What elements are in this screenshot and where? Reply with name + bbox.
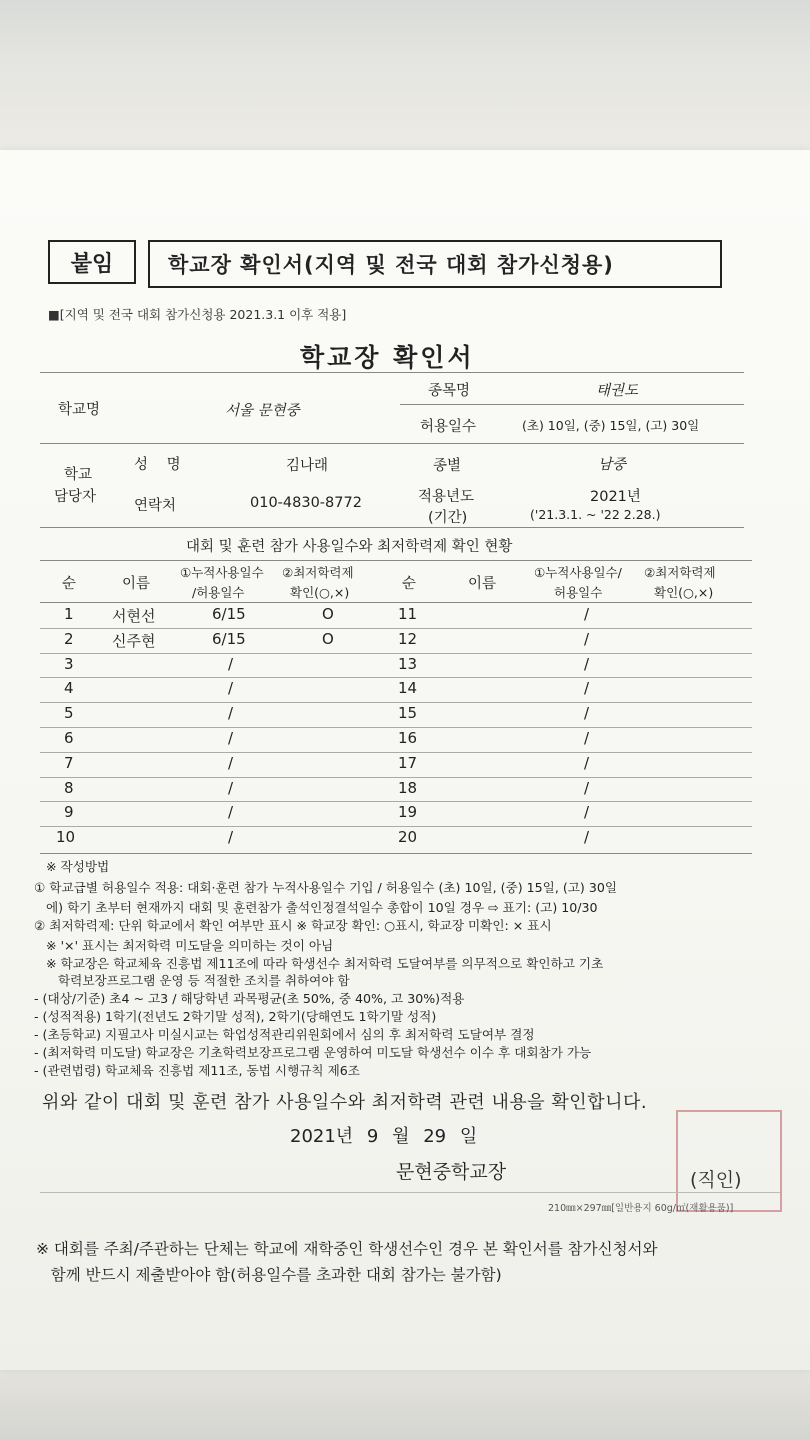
footer-divider bbox=[40, 1192, 780, 1193]
col-min-right-1: ②최저학력제 bbox=[644, 565, 716, 580]
category-label: 종별 bbox=[433, 458, 462, 474]
method-line: ※ 학교장은 학교체육 진흥법 제11조에 따라 학생선수 최저학력 도달여부를 의무적으로 확인하고 기초 bbox=[34, 956, 604, 971]
row-days-left: 6/15 bbox=[212, 629, 246, 648]
status-table-bottom bbox=[40, 853, 752, 854]
row-no-right: 14 bbox=[398, 679, 418, 698]
seal-label: (직인) bbox=[690, 1169, 742, 1191]
row-divider bbox=[40, 727, 752, 728]
row-days-right: / bbox=[584, 778, 590, 797]
bottom-note-line-2: 함께 반드시 제출받아야 함(허용일수를 초과한 대회 참가는 불가함) bbox=[36, 1266, 502, 1284]
row-days-left: / bbox=[228, 729, 234, 747]
row-no-left: 3 bbox=[64, 654, 74, 673]
row-days-left: / bbox=[228, 803, 234, 822]
row-no-left: 1 bbox=[64, 605, 74, 623]
category-value: 남중 bbox=[598, 457, 627, 473]
manager-label-1: 학교 bbox=[64, 467, 93, 483]
info-line bbox=[40, 443, 744, 444]
method-heading: ※ 작성방법 bbox=[46, 859, 110, 874]
method-line: - (최저학력 미도달) 학교장은 기초학력보장프로그램 운영하여 미도달 학생선수 이수 후 대회참가 가능 bbox=[34, 1045, 592, 1060]
row-no-left: 10 bbox=[56, 828, 76, 847]
col-min-left-2: 확인(○,×) bbox=[290, 585, 350, 600]
row-days-left: 6/15 bbox=[212, 605, 246, 623]
col-days-left-1: ①누적사용일수 bbox=[180, 565, 264, 580]
col-days-left-2: /허용일수 bbox=[192, 585, 245, 600]
row-days-right: / bbox=[584, 803, 590, 822]
row-name-left: 서현선 bbox=[112, 607, 156, 625]
row-divider bbox=[40, 777, 752, 778]
allowed-days-value: (초) 10일, (중) 15일, (고) 30일 bbox=[522, 418, 700, 433]
info-bottom-border bbox=[40, 527, 744, 528]
method-line: ② 최저학력제: 단위 학교에서 확인 여부만 표시 ※ 학교장 확인: ○표시, 학교장 미확인: × 표시 bbox=[34, 918, 552, 933]
row-name-left: 신주현 bbox=[112, 631, 156, 650]
row-no-left: 5 bbox=[64, 704, 74, 723]
col-min-right-2: 확인(○,×) bbox=[654, 585, 714, 600]
status-header-bottom bbox=[40, 602, 752, 603]
row-days-right: / bbox=[584, 704, 590, 723]
attachment-label: 붙임 bbox=[48, 240, 136, 284]
status-table-top bbox=[40, 560, 752, 561]
name-label: 성 명 bbox=[134, 457, 181, 473]
row-no-right: 19 bbox=[398, 803, 418, 822]
row-days-left: / bbox=[228, 778, 234, 797]
sport-label: 종목명 bbox=[428, 383, 471, 399]
row-no-right: 12 bbox=[398, 629, 418, 648]
row-divider bbox=[40, 826, 752, 827]
school-head: 문현중학교장 bbox=[396, 1161, 507, 1183]
form-title: 학교장 확인서(지역 및 전국 대회 참가신청용) bbox=[148, 240, 722, 288]
method-line: - (대상/기준) 초4 ~ 고3 / 해당학년 과목평균(초 50%, 중 40%, 고 30%)적용 bbox=[34, 991, 465, 1006]
name-value: 김나래 bbox=[286, 458, 329, 474]
row-no-right: 16 bbox=[398, 729, 418, 747]
row-no-left: 8 bbox=[64, 778, 74, 797]
official-seal-stamp bbox=[676, 1110, 782, 1212]
row-no-right: 13 bbox=[398, 654, 418, 673]
method-line: - (초등학교) 지필고사 미실시교는 학업성적관리위원회에서 심의 후 최저학력 도달여부 결정 bbox=[34, 1027, 535, 1042]
row-no-left: 6 bbox=[64, 729, 74, 747]
row-check-left: O bbox=[322, 629, 334, 648]
date-text: 2021년 9 월 29 일 bbox=[290, 1126, 478, 1147]
row-days-left: / bbox=[228, 654, 234, 673]
col-min-left-1: ②최저학력제 bbox=[282, 565, 354, 580]
row-days-right: / bbox=[584, 828, 590, 847]
row-divider bbox=[40, 702, 752, 703]
method-line: - (성적적용) 1학기(전년도 2학기말 성적), 2학기(당해연도 1학기말 성적) bbox=[34, 1009, 437, 1024]
contact-label: 연락처 bbox=[134, 498, 177, 514]
row-days-right: / bbox=[584, 605, 590, 623]
info-top-border bbox=[40, 372, 744, 373]
method-line: 에) 학기 초부터 현재까지 대회 및 훈련참가 출석인정결석일수 총합이 10일 경우 ⇨ 표기: (고) 10/30 bbox=[34, 900, 598, 915]
paper-spec: 210㎜×297㎜[일반용지 60g/㎡(재활용품)] bbox=[548, 1203, 734, 1214]
col-name-right: 이름 bbox=[468, 576, 497, 592]
bottom-note-line-1: ※ 대회를 주최/주관하는 단체는 학교에 재학중인 학생선수인 경우 본 확인서를 참가신청서와 bbox=[36, 1240, 658, 1258]
row-no-right: 18 bbox=[398, 778, 418, 797]
row-no-left: 7 bbox=[64, 753, 74, 772]
bottom-note bbox=[36, 1236, 657, 1288]
row-days-right: / bbox=[584, 629, 590, 648]
contact-value: 010-4830-8772 bbox=[250, 495, 362, 511]
row-days-right: / bbox=[584, 729, 590, 747]
confirm-text: 위와 같이 대회 및 훈련 참가 사용일수와 최저학력 관련 내용을 확인합니다. bbox=[42, 1092, 648, 1113]
method-line: - (관련법령) 학교체육 진흥법 제11조, 동법 시행규칙 제6조 bbox=[34, 1063, 360, 1078]
row-days-right: / bbox=[584, 654, 590, 673]
row-no-right: 17 bbox=[398, 753, 418, 772]
row-divider bbox=[40, 628, 752, 629]
info-line bbox=[400, 404, 744, 405]
row-days-left: / bbox=[228, 704, 234, 723]
method-line: 학력보장프로그램 운영 등 적절한 조치를 취하여야 함 bbox=[34, 973, 350, 988]
row-no-left: 2 bbox=[64, 629, 74, 648]
row-no-right: 20 bbox=[398, 828, 418, 847]
row-no-left: 9 bbox=[64, 803, 74, 822]
main-title: 학교장 확인서 bbox=[300, 343, 475, 372]
allowed-days-label: 허용일수 bbox=[420, 419, 477, 435]
col-no-right: 순 bbox=[402, 576, 417, 592]
school-name-label: 학교명 bbox=[58, 402, 101, 418]
col-name-left: 이름 bbox=[122, 576, 151, 592]
method-line: ① 학교급별 허용일수 적용: 대회·훈련 참가 누적사용일수 기입 / 허용일수 (초) 10일, (중) 15일, (고) 30일 bbox=[34, 880, 618, 895]
row-check-left: O bbox=[322, 605, 334, 623]
top-note: ■[지역 및 전국 대회 참가신청용 2021.3.1 이후 적용] bbox=[48, 307, 347, 322]
row-days-left: / bbox=[228, 753, 234, 772]
col-days-right-2: 허용일수 bbox=[554, 585, 603, 600]
year-value-2: ('21.3.1. ~ '22 2.28.) bbox=[530, 507, 661, 522]
row-days-left: / bbox=[228, 828, 234, 847]
col-days-right-1: ①누적사용일수/ bbox=[534, 565, 622, 580]
manager-label-2: 담당자 bbox=[54, 489, 97, 505]
row-days-right: / bbox=[584, 679, 590, 698]
row-days-right: / bbox=[584, 753, 590, 772]
method-line: ※ '×' 표시는 최저학력 미도달을 의미하는 것이 아님 bbox=[34, 938, 334, 953]
year-value-1: 2021년 bbox=[590, 489, 641, 505]
sport-value: 태권도 bbox=[596, 383, 639, 399]
school-name-value: 서울 문현중 bbox=[225, 403, 300, 419]
status-title: 대회 및 훈련 참가 사용일수와 최저학력제 확인 현황 bbox=[186, 539, 513, 555]
row-no-right: 15 bbox=[398, 704, 418, 723]
row-no-left: 4 bbox=[64, 679, 74, 698]
row-no-right: 11 bbox=[398, 605, 418, 623]
year-label-1: 적용년도 bbox=[418, 489, 475, 505]
year-label-2: (기간) bbox=[428, 510, 468, 526]
row-divider bbox=[40, 653, 752, 654]
col-no-left: 순 bbox=[62, 576, 77, 592]
row-divider bbox=[40, 752, 752, 753]
row-divider bbox=[40, 801, 752, 802]
row-days-left: / bbox=[228, 679, 234, 698]
row-divider bbox=[40, 677, 752, 678]
